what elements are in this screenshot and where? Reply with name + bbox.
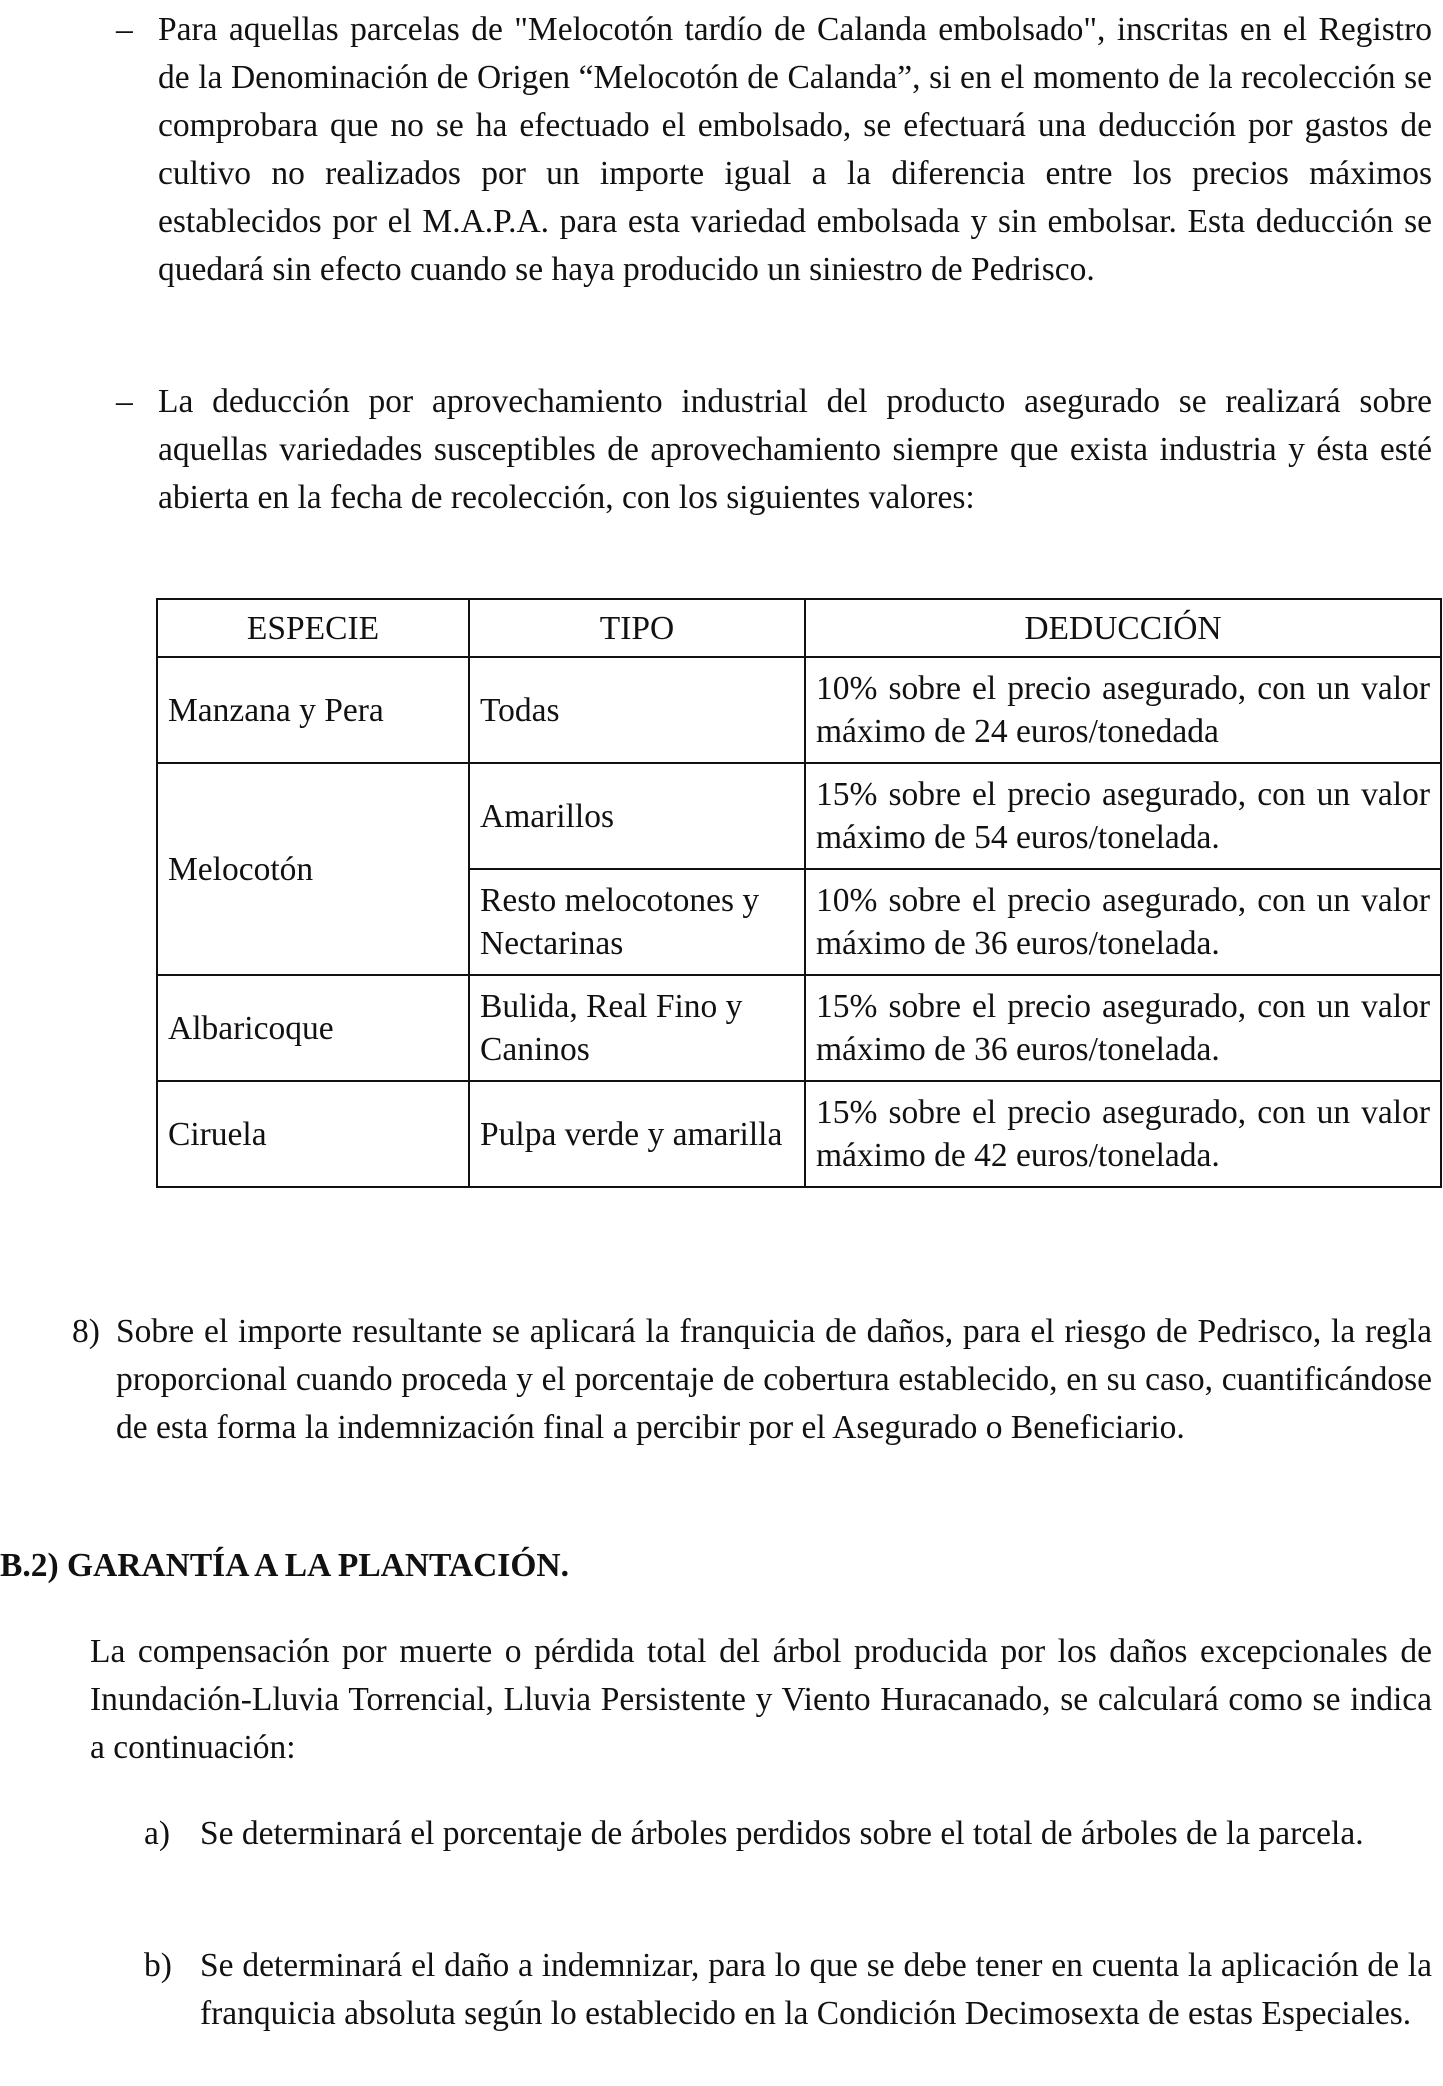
sub-item-label: b)	[144, 1947, 172, 1984]
cell-especie: Ciruela	[157, 1081, 469, 1187]
cell-tipo: Todas	[469, 657, 805, 763]
sub-item-a	[144, 1810, 1432, 1858]
sub-item-text: Se determinará el daño a indemnizar, para lo que se debe tener en cuenta la aplicación de la franquicia absoluta según lo establecido en la Condición Decimosexta de estas Especiales.	[200, 1947, 1432, 2032]
table-row	[157, 763, 1441, 869]
table-row	[157, 657, 1441, 763]
cell-deduccion: 15% sobre el precio asegurado, con un valor máximo de 42 euros/tonelada.	[805, 1081, 1441, 1187]
table-row	[157, 1081, 1441, 1187]
cell-tipo: Resto melocotones y Nectarinas	[469, 869, 805, 975]
item-number: 8)	[72, 1313, 100, 1350]
header-tipo: TIPO	[469, 599, 805, 657]
numbered-paragraph-8	[72, 1308, 1432, 1452]
cell-especie: Albaricoque	[157, 975, 469, 1081]
cell-especie: Manzana y Pera	[157, 657, 469, 763]
dash-marker: –	[116, 11, 133, 48]
bullet-paragraph-embolsado	[116, 6, 1432, 294]
header-deduccion: DEDUCCIÓN	[805, 599, 1441, 657]
sub-item-b	[144, 1942, 1432, 2038]
sub-item-label: a)	[144, 1815, 171, 1852]
bullet-text: La deducción por aprovechamiento industrial del producto asegurado se realizará sobre aquellas variedades susceptibles de aprovechamiento siempre que exista industria y ésta esté abierta en la fecha de recolección, con los siguientes valores:	[158, 383, 1432, 516]
cell-tipo: Pulpa verde y amarilla	[469, 1081, 805, 1187]
cell-especie: Melocotón	[157, 763, 469, 975]
cell-tipo: Bulida, Real Fino y Caninos	[469, 975, 805, 1081]
cell-tipo: Amarillos	[469, 763, 805, 869]
item-text: Sobre el importe resultante se aplicará la franquicia de daños, para el riesgo de Pedrisco, la regla proporcional cuando proceda y el porcentaje de cobertura establecido, en su caso, cuantificándose de esta forma la indemnización final a percibir por el Asegurado o Beneficiario.	[116, 1313, 1432, 1446]
cell-deduccion: 10% sobre el precio asegurado, con un valor máximo de 36 euros/tonelada.	[805, 869, 1441, 975]
header-especie: ESPECIE	[157, 599, 469, 657]
deduction-table	[156, 598, 1442, 1188]
dash-marker: –	[116, 383, 133, 420]
section-heading: B.2) GARANTÍA A LA PLANTACIÓN.	[0, 1547, 569, 1584]
cell-deduccion: 15% sobre el precio asegurado, con un valor máximo de 54 euros/tonelada.	[805, 763, 1441, 869]
table-row	[157, 975, 1441, 1081]
cell-deduccion: 10% sobre el precio asegurado, con un valor máximo de 24 euros/tonedada	[805, 657, 1441, 763]
table-header-row	[157, 599, 1441, 657]
bullet-text: Para aquellas parcelas de "Melocotón tardío de Calanda embolsado", inscritas en el Registro de la Denominación de Origen “Melocotón de Calanda”, si en el momento de la recolección se comprobara que no se ha efectuado el embolsado, se efectuará una deducción por gastos de cultivo no realizados por un importe igual a la diferencia entre los precios máximos establecidos por el M.A.P.A. para esta variedad embolsada y sin embolsar. Esta deducción se quedará sin efecto cuando se haya producido un siniestro de Pedrisco.	[158, 11, 1432, 288]
cell-deduccion: 15% sobre el precio asegurado, con un valor máximo de 36 euros/tonelada.	[805, 975, 1441, 1081]
sub-item-text: Se determinará el porcentaje de árboles perdidos sobre el total de árboles de la parcela.	[200, 1815, 1364, 1852]
section-intro: La compensación por muerte o pérdida total del árbol producida por los daños excepcionales de Inundación-Lluvia Torrencial, Lluvia Persistente y Viento Huracanado, se calculará como se indica a continuación:	[90, 1633, 1432, 1766]
bullet-paragraph-aprovechamiento	[116, 378, 1432, 522]
